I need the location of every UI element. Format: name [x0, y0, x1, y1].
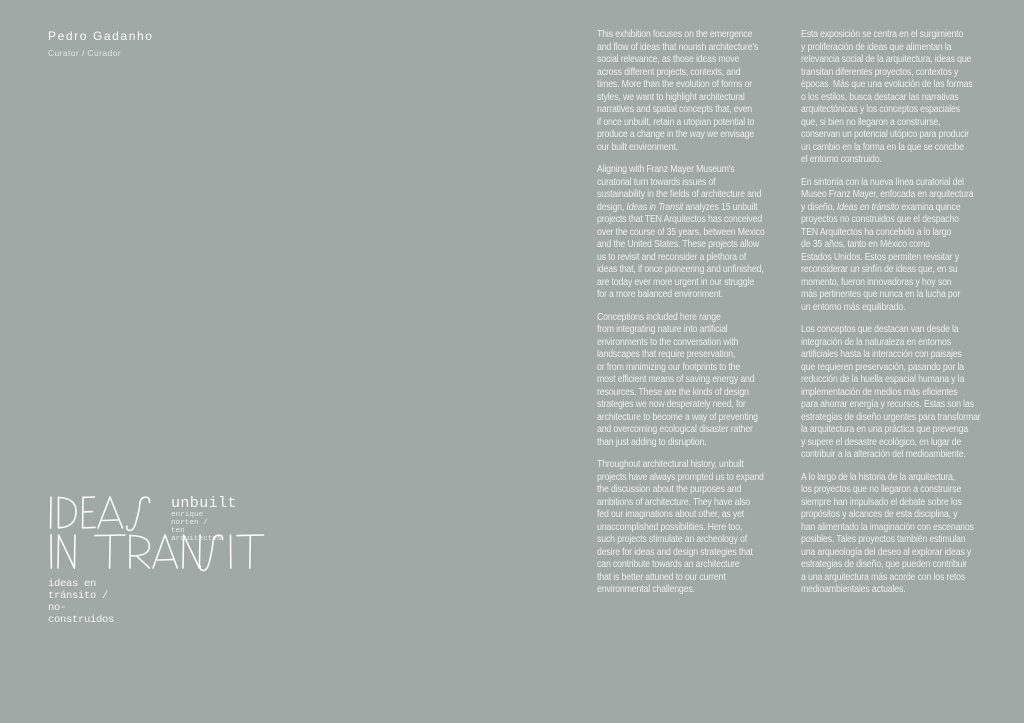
paragraph-en-3: Conceptions included here range from integrating nature into artificial environments to the conversation with landscapes that require preservation, or from minimizing our footprints to the most efficient means of saving energy and resources. These are the kinds of design strategies we now desperately need, for architecture to become a way of preventing and overcoming ecological disaster rather than just adding to disruption. [597, 311, 758, 448]
curator-role: Curator / Curador [48, 48, 121, 58]
logo-subtitle-unbuilt: unbuilt [171, 495, 237, 512]
paragraph-es-1: Esta exposición se centra en el surgimiento y proliferación de ideas que alimentan la relevancia social de la arquitectura, ideas que transitan diferentes proyectos, contextos y épocas. Más que una evolución de las formas o los estilos, busca destacar las narrativas arquitectónicas y los conceptos espaciales que, si bien no llegaron a construirse, conservan un potencial utópico para producir un cambio en la forma en la que se concibe el entorno construido. [801, 29, 973, 165]
english-text-column [597, 29, 812, 607]
spanish-text-column [801, 29, 1021, 607]
paragraph-es-3: Los conceptos que destacan van desde la integración de la naturaleza en entornos artificiales hasta la interacción con paisajes que requieren preservación, pasando por la reducción de la huella espacial humana y la implementación de medios más eficientes para ahorrar energía y recursos. Estas son las estrategias de diseño urgentes para transformar la arquitectura en una práctica que prevenga y supere el desastre ecológico, en lugar de contribuir a la alteración del medioambiente. [801, 324, 981, 460]
ideas-in-transit-wordmark [46, 494, 276, 578]
paragraph-es-2: En sintonía con la nueva línea curatorial del Museo Franz Mayer, enfocada en arquitectura y diseño, Ideas en tránsito examina quince proyectos no construidos que el despacho TEN Arquitectos ha concebido a lo largo de 35 años, tanto en México como Estados Unidos. Estos permiten revisitar y reconsiderar un sinfín de ideas que, en su momento, fueron innovadoras y hoy son más pertinentes que nunca en la lucha por un entorno más equilibrado. [801, 176, 974, 313]
logo-credit: enrique norten / ten arquitectos [171, 511, 222, 543]
curator-name: Pedro Gadanho [48, 29, 154, 43]
paragraph-en-2: Aligning with Franz Mayer Museum's curatorial turn towards issues of sustainability in the fields of architecture and design, Ideas in Transit analyzes 15 unbuilt projects that TEN Arquitectos has conceived over the course of 35 years, between Mexico and the United States. These projects allow us to revisit and reconsider a plethora of ideas that, if once pioneering and unfinished, are today ever more urgent in our struggle for a more balanced environment. [597, 164, 765, 300]
curator-header [48, 29, 154, 58]
paragraph-en-1: This exhibition focuses on the emergence and flow of ideas that nourish architecture's social relevance, as those ideas move across different projects, contexts, and times. More than the evolution of forms or styles, we want to highlight architectural narratives and spatial concepts that, even if once unbuilt, retain a utopian potential to produce a change in the way we envisage our built environment. [597, 29, 759, 153]
paragraph-en-4: Throughout architectural history, unbuilt projects have always prompted us to expand the discussion about the purposes and ambitions of architecture. They have also fed our imaginations about other, as yet unaccomplished possibilities. Here too, such projects stimulate an archeology of desire for ideas and design strategies that can contribute towards an architecture that is better attuned to our current environmental challenges. [597, 459, 764, 595]
paragraph-es-4: A lo largo de la historia de la arquitectura, los proyectos que no llegaron a construirse siempre han impulsado el debate sobre los propósitos y alcances de esta disciplina, y han alimentado la imaginación con escenarios posibles. Tales proyectos también estimulan una arqueología del deseo al explorar ideas y estrategias de diseño, que pueden contribuir a una arquitectura más acorde con los retos medioambientales actuales. [801, 471, 974, 595]
logo-tagline: ideas en tránsito / no-construidos [48, 578, 115, 626]
